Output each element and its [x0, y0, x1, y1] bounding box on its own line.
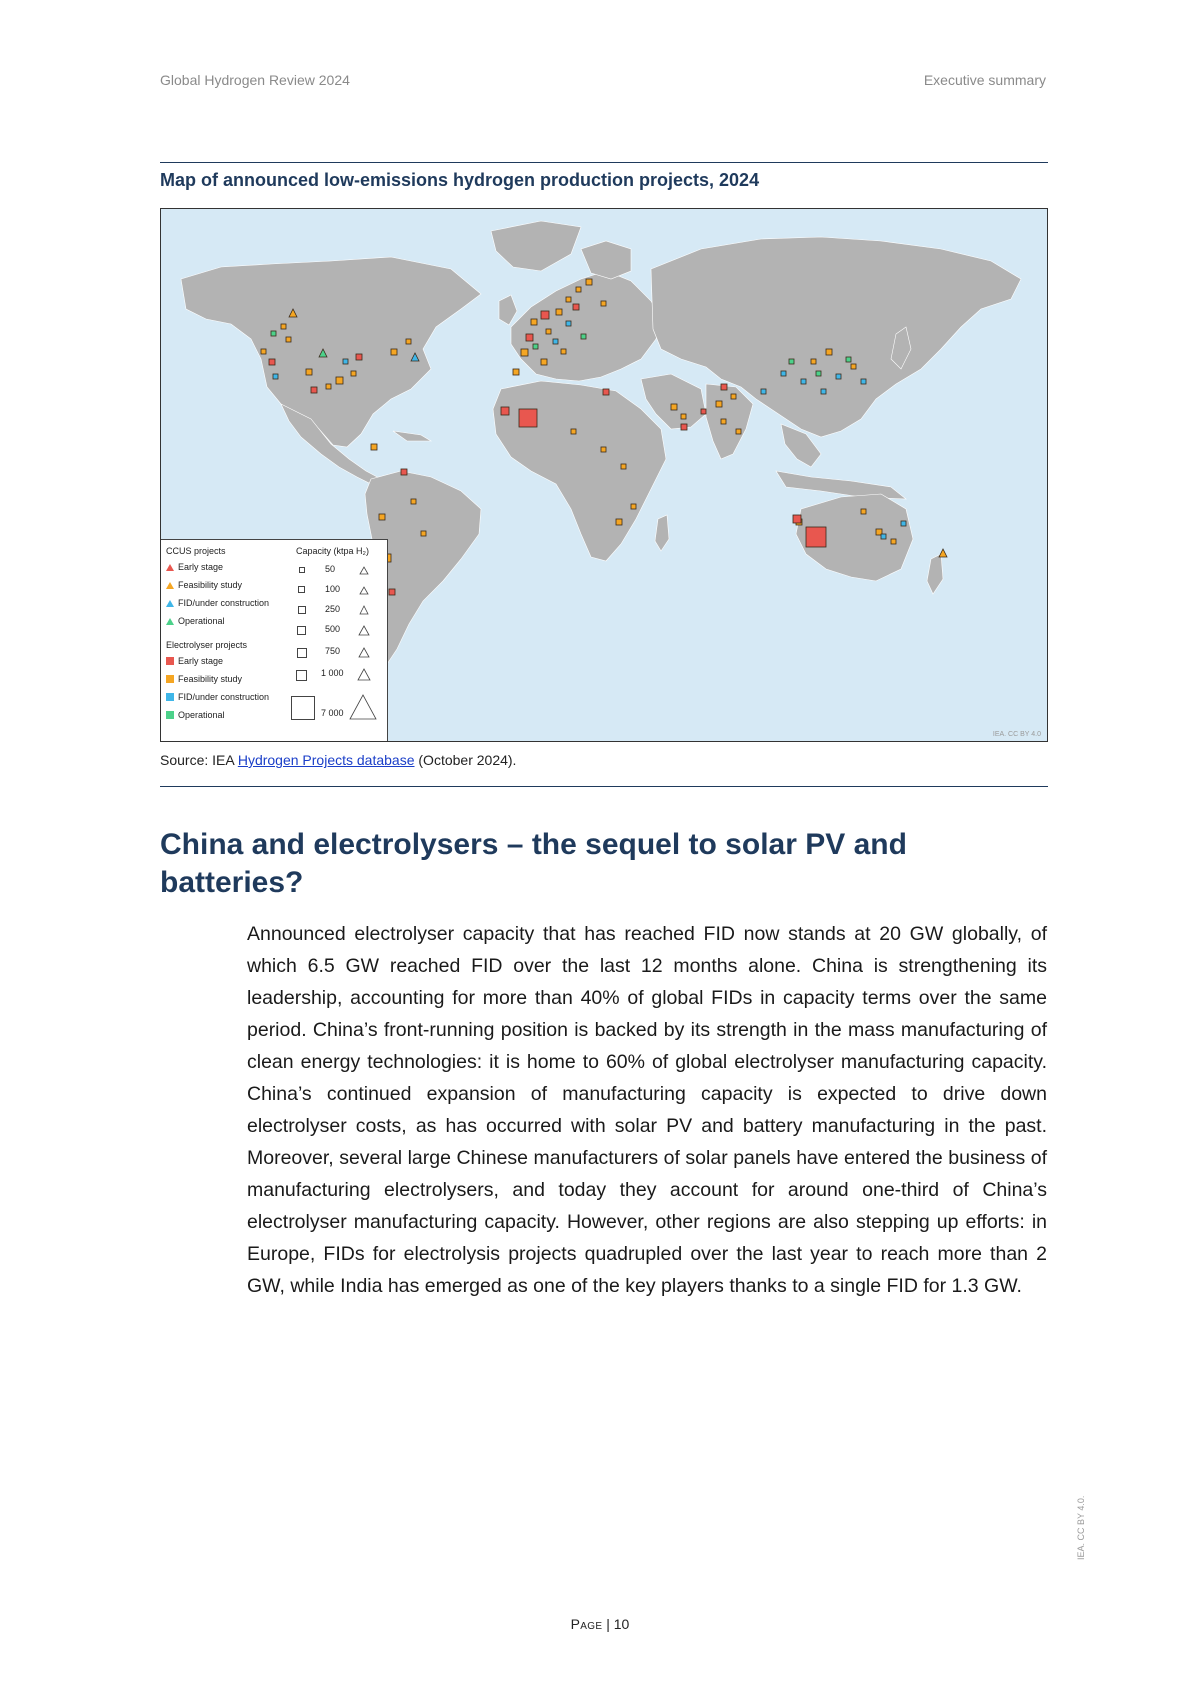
legend-capacity-50: 50: [291, 564, 385, 578]
figure-title: Map of announced low-emissions hydrogen production projects, 2024: [160, 170, 760, 190]
square-icon: [297, 626, 306, 635]
map-legend: [161, 539, 388, 742]
triangle-icon: [166, 564, 174, 571]
page-label: Page: [570, 1616, 603, 1632]
square-icon: [298, 586, 305, 593]
legend-ccus-heading: CCUS projects: [166, 546, 226, 556]
legend-ccus-early: Early stage: [166, 562, 223, 572]
legend-electrolyser-early: Early stage: [166, 656, 223, 666]
side-license-note: IEA. CC BY 4.0.: [1076, 1495, 1086, 1560]
section-body: Announced electrolyser capacity that has reached FID now stands at 20 GW globally, of which 6.5 GW reached FID over the last 12 months alone. China is strengthening its leadership, accounting for more than 40% of global FIDs in capacity terms over the same period. China’s front-running position is backed by its strength in the mass manufacturing of clean energy technologies: it is home to 60% of global electrolyser manufacturing capacity. China’s continued expansion of manufacturing capacity is expected to drive down electrolyser costs, as has occurred with solar PV and battery manufacturing in the past. Moreover, several large Chinese manufacturers of solar panels have entered the business of manufacturing electrolysers, and today they account for around one-third of China’s electrolyser manufacturing capacity. However, other regions are also stepping up efforts: in Europe, FIDs for electrolysis projects quadrupled over the last year to reach more than 2 GW, while India has emerged as one of the key players thanks to a single FID for 1.3 GW.: [247, 923, 1047, 1297]
map-license: IEA. CC BY 4.0: [992, 731, 1041, 738]
triangle-icon: [358, 625, 370, 636]
page-footer: Page | 10: [570, 1616, 630, 1632]
running-header-title: Global Hydrogen Review 2024: [160, 72, 350, 88]
legend-capacity-heading: Capacity (ktpa H₂): [296, 546, 370, 556]
square-icon: [299, 567, 305, 573]
legend-electrolyser-heading: Electrolyser projects: [166, 640, 248, 650]
triangle-icon: [359, 566, 369, 575]
running-header-section: Executive summary: [923, 72, 1046, 88]
legend-ccus-feasibility: Feasibility study: [166, 580, 242, 590]
triangle-icon: [358, 647, 370, 658]
triangle-icon: [349, 694, 377, 720]
legend-capacity-500: 500: [291, 624, 385, 640]
triangle-icon: [166, 600, 174, 607]
legend-capacity-100: 100: [291, 584, 385, 598]
legend-electrolyser-operational: Operational: [166, 710, 225, 720]
triangle-icon: [357, 668, 371, 681]
page-number: 10: [613, 1616, 630, 1632]
square-icon: [166, 693, 174, 701]
legend-ccus-fid: FID/under construction: [166, 598, 269, 608]
legend-capacity-750: 750: [291, 646, 385, 662]
square-icon: [291, 696, 315, 720]
triangle-icon: [166, 582, 174, 589]
hydrogen-projects-database-link[interactable]: Hydrogen Projects database: [237, 752, 415, 768]
figure-top-rule: [160, 162, 1048, 163]
figure-source: Source: IEA Hydrogen Projects database (October 2024).: [160, 752, 517, 768]
square-icon: [166, 657, 174, 665]
square-icon: [166, 711, 174, 719]
legend-capacity-1000: 1 000: [291, 668, 385, 686]
legend-capacity-7000: 7 000: [291, 694, 385, 724]
square-icon: [296, 670, 307, 681]
triangle-icon: [166, 618, 174, 625]
hydrogen-projects-map: [160, 208, 1048, 742]
legend-electrolyser-feasibility: Feasibility study: [166, 674, 242, 684]
square-icon: [298, 606, 306, 614]
legend-electrolyser-fid: FID/under construction: [166, 692, 269, 702]
triangle-icon: [359, 586, 369, 595]
legend-capacity-250: 250: [291, 604, 385, 618]
square-icon: [297, 648, 307, 658]
triangle-icon: [359, 605, 369, 615]
figure-bottom-rule: [160, 786, 1048, 787]
square-icon: [166, 675, 174, 683]
legend-ccus-operational: Operational: [166, 616, 225, 626]
section-heading: China and electrolysers – the sequel to solar PV and batteries?: [160, 828, 907, 899]
